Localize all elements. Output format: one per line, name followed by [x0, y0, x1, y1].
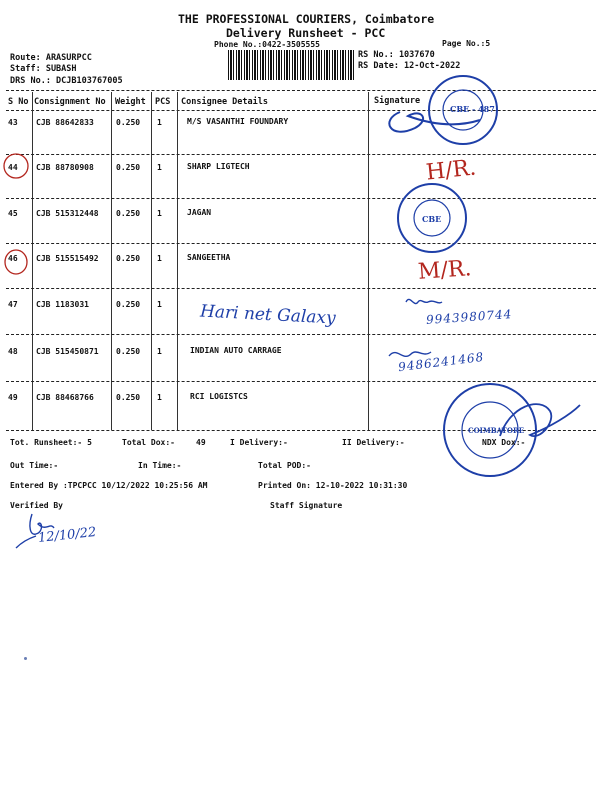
ii-delivery: II Delivery:- — [342, 438, 405, 447]
row-consignment: CJB 88468766 — [36, 393, 94, 402]
row-consignee: SHARP LIGTECH — [187, 162, 250, 171]
row-pcs: 1 — [157, 163, 162, 172]
col-header-weight: Weight — [115, 97, 146, 107]
row-sno: 47 — [8, 300, 18, 309]
row-consignee: RCI LOGISTCS — [190, 392, 248, 401]
row-sno: 44 — [8, 163, 18, 172]
round-stamp-center: CBE — [422, 214, 442, 224]
row-pcs: 1 — [157, 347, 162, 356]
row-weight: 0.250 — [116, 393, 141, 402]
row-sno: 48 — [8, 347, 18, 356]
row-pcs: 1 — [157, 209, 162, 218]
col-header-consignment: Consignment No — [34, 97, 106, 107]
row-sno: 46 — [8, 254, 18, 263]
row-weight: 0.250 — [116, 300, 141, 309]
vasanthi-stamp — [360, 80, 520, 170]
verified-by: Verified By — [10, 501, 63, 510]
handwritten-hr: H/R. — [424, 155, 478, 186]
row-consignment: CJB 515515492 — [36, 254, 99, 263]
row-weight: 0.250 — [116, 254, 141, 263]
row-consignment: CJB 515450871 — [36, 347, 99, 356]
handwritten-phone: 9943980744 — [425, 307, 513, 327]
row-pcs: 1 — [157, 118, 162, 127]
verified-date: 12/10/22 — [37, 524, 98, 547]
row-weight: 0.250 — [116, 209, 141, 218]
staff-signature-label: Staff Signature — [270, 501, 343, 510]
row-weight: 0.250 — [116, 347, 141, 356]
row-consignee: JAGAN — [187, 208, 212, 217]
route-label: Route: ARASURPCC — [10, 53, 92, 63]
out-time: Out Time:- — [10, 461, 59, 470]
total-dox-label: Total Dox:- — [122, 438, 175, 447]
col-header-consignee: Consignee Details — [181, 97, 268, 107]
row-pcs: 1 — [157, 393, 162, 402]
vasanthi-stamp-center: CBE - 487 — [450, 104, 495, 114]
company-title: THE PROFESSIONAL COURIERS, Coimbatore — [178, 12, 435, 26]
drs-number: DRS No.: DCJB103767005 — [10, 76, 123, 86]
total-dox-value: 49 — [196, 438, 206, 447]
col-header-sno: S No — [8, 97, 29, 107]
row-sno: 43 — [8, 118, 18, 127]
col-header-signature: Signature — [374, 96, 421, 106]
in-time: In Time:- — [138, 461, 182, 470]
row-sno: 49 — [8, 393, 18, 402]
signature-row47 — [400, 290, 520, 330]
handwritten-mr: M/R. — [417, 256, 473, 285]
i-delivery: I Delivery:- — [230, 438, 288, 447]
rs-number: RS No.: 1037670 — [358, 50, 435, 60]
handwritten-phone: 9486241468 — [397, 349, 485, 375]
runsheet-subtitle: Delivery Runsheet - PCC — [226, 26, 386, 40]
row-sno: 45 — [8, 209, 18, 218]
row-consignment: CJB 1183031 — [36, 300, 89, 309]
row-consignee: M/S VASANTHI FOUNDARY — [187, 117, 289, 126]
total-runsheet: Tot. Runsheet:- 5 — [10, 438, 92, 447]
row-consignment: CJB 88780908 — [36, 163, 94, 172]
page-number: Page No.:5 — [442, 39, 491, 48]
ndx-dox: NDX Dox:- — [482, 438, 526, 447]
staff-label: Staff: SUBASH — [10, 64, 77, 74]
rs-date: RS Date: 12-Oct-2022 — [358, 61, 461, 71]
handwritten-consignee: Hari net Galaxy — [199, 301, 337, 329]
row-pcs: 1 — [157, 300, 162, 309]
row-weight: 0.250 — [116, 118, 141, 127]
row-consignee: INDIAN AUTO CARRAGE — [190, 346, 282, 355]
phone-number: Phone No.:0422-3505555 — [214, 40, 320, 49]
scan-speck — [24, 657, 27, 660]
row-pcs: 1 — [157, 254, 162, 263]
entered-by: Entered By :TPCPCC 10/12/2022 10:25:56 AM — [10, 481, 208, 490]
row-consignee: SANGEETHA — [187, 253, 231, 262]
printed-on: Printed On: 12-10-2022 10:31:30 — [258, 481, 408, 490]
row-weight: 0.250 — [116, 163, 141, 172]
total-pod: Total POD:- — [258, 461, 311, 470]
row-consignment: CJB 88642833 — [36, 118, 94, 127]
col-header-pcs: PCS — [155, 97, 171, 107]
transport-stamp-center: COIMBATORE — [468, 426, 525, 435]
row-consignment: CJB 515312448 — [36, 209, 99, 218]
signature-row48 — [385, 338, 465, 368]
